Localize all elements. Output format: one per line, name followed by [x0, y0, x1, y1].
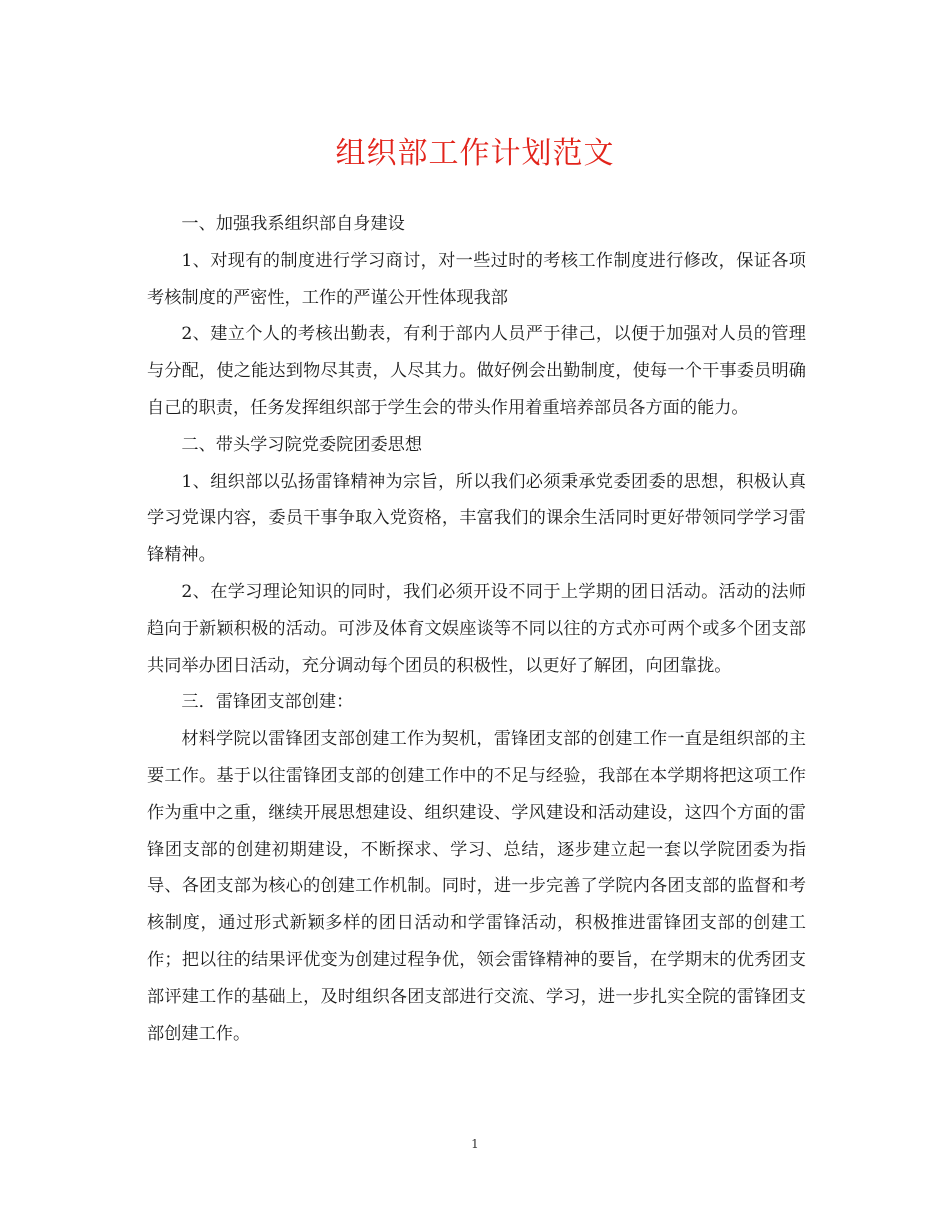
paragraph: 1、组织部以弘扬雷锋精神为宗旨，所以我们必须秉承党委团委的思想，积极认真学习党课内容，委员干事争取入党资格，丰富我们的课余生活同时更好带领同学学习雷锋精神。	[147, 471, 806, 566]
section-heading: 一、加强我系组织部自身建设	[181, 214, 405, 234]
paragraph: 2、在学习理论知识的同时，我们必须开设不同于上学期的团日活动。活动的法师趋向于新颖积极的活动。可涉及体育文娱座谈等不同以往的方式亦可两个或多个团支部共同举办团日活动，充分调动每个团员的积极性，以更好了解团，向团靠拢。	[147, 581, 806, 676]
section-heading: 三．雷锋团支部创建：	[181, 692, 354, 713]
document-title: 组织部工作计划范文	[335, 136, 615, 171]
paragraph: 1、对现有的制度进行学习商讨，对一些过时的考核工作制度进行修改，保证各项考核制度的严密性，工作的严谨公开性体现我部	[147, 250, 806, 308]
paragraph: 材料学院以雷锋团支部创建工作为契机，雷锋团支部的创建工作一直是组织部的主要工作。基于以往雷锋团支部的创建工作中的不足与经验，我部在本学期将把这项工作作为重中之重，继续开展思想建设、组织建设、学风建设和活动建设，这四个方面的雷锋团支部的创建初期建设，不断探求、学习、总结，逐步建立起一套以学院团委为指导、各团支部为核心的创建工作机制。同时，进一步完善了学院内各团支部的监督和考核制度，通过形式新颖多样的团日活动和学雷锋活动，积极推进雷锋团支部的创建工作；把以往的结果评优变为创建过程争优，领会雷锋精神的要旨，在学期末的优秀团支部评建工作的基础上，及时组织各团支部进行交流、学习，进一步扎实全院的雷锋团支部创建工作。	[147, 729, 806, 1044]
section-heading: 二、带头学习院党委院团委思想	[181, 434, 423, 455]
page-number: 1	[471, 1137, 479, 1151]
document-body	[147, 206, 806, 1052]
paragraph: 2、建立个人的考核出勤表，有利于部内人员严于律己，以便于加强对人员的管理与分配，使之能达到物尽其责，人尽其力。做好例会出勤制度，使每一个干事委员明确自己的职责，任务发挥组织部于学生会的带头作用着重培养部员各方面的能力。	[147, 324, 806, 418]
